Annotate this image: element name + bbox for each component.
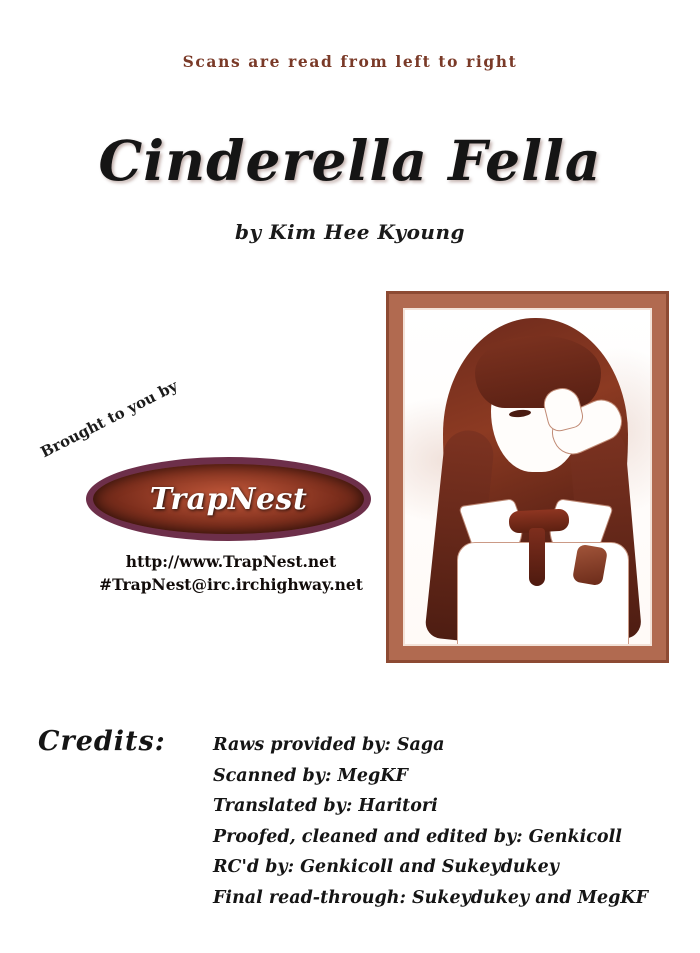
group-contact-info (86, 550, 376, 597)
trapnest-logo (86, 457, 371, 541)
credit-line: Raws provided by: Saga (213, 735, 445, 755)
credit-line: RC'd by: Genkicoll and Sukeydukey (213, 857, 559, 877)
reading-direction-notice: Scans are read from left to right (182, 52, 518, 71)
page-title: Cinderella Fella (98, 128, 602, 193)
credit-line: Translated by: Haritori (213, 796, 438, 816)
girl-illustration (405, 310, 650, 644)
credits-list (213, 730, 648, 913)
credit-line: Scanned by: MegKF (213, 765, 408, 786)
credit-line: Final read-through: Sukeydukey and MegKF (213, 887, 649, 908)
credit-line: Proofed, cleaned and edited by: Genkicoll (213, 826, 622, 847)
bangs-shape (475, 336, 601, 408)
cover-artwork (403, 308, 652, 646)
group-website-link[interactable]: http://www.TrapNest.net (125, 552, 337, 571)
brought-to-you-by-label: Brought to you by (37, 376, 181, 462)
group-irc-channel[interactable]: #TrapNest@irc.irchighway.net (99, 575, 363, 595)
cover-artwork-frame (386, 291, 669, 663)
credits-heading: Credits: (38, 726, 166, 757)
ribbon-tail-shape (529, 528, 545, 586)
trapnest-logo-text: TrapNest (149, 481, 308, 517)
author-byline: by Kim Hee Kyoung (235, 220, 465, 244)
